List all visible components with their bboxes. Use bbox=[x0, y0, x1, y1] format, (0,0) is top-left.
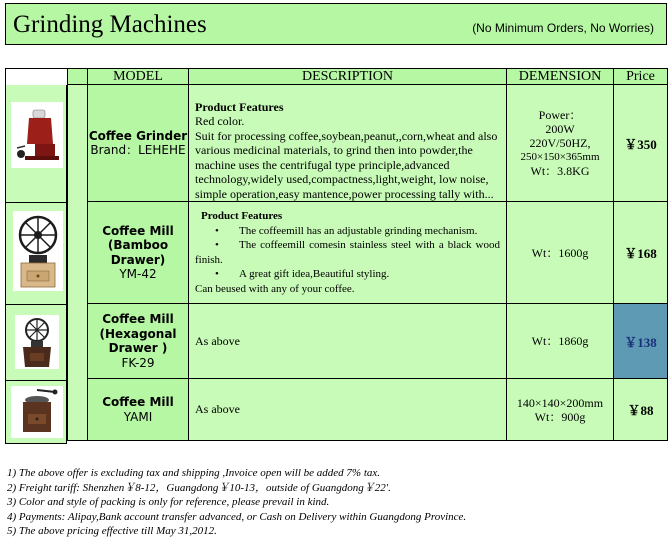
description-cell: As above bbox=[189, 379, 507, 441]
model-sub: YAMI bbox=[123, 409, 153, 424]
dimension-cell bbox=[507, 202, 614, 304]
dimension-line: 250×150×365mm bbox=[520, 151, 600, 163]
model-name: Coffee Grinder bbox=[88, 128, 188, 143]
page-title: Grinding Machines bbox=[13, 11, 207, 38]
desc-heading: Product Features bbox=[195, 99, 284, 114]
column-header-model: MODEL bbox=[88, 69, 189, 85]
dimension-cell bbox=[507, 304, 614, 379]
yami-coffee-mill-photo bbox=[11, 386, 63, 438]
product-table bbox=[5, 68, 668, 441]
price-cell: ￥168 bbox=[614, 202, 668, 304]
gap-column bbox=[68, 85, 88, 441]
hexagonal-coffee-mill-photo bbox=[15, 315, 59, 369]
dimension-cell bbox=[507, 85, 614, 202]
list-item: • The coffeemill comesin stainless steel with a black wood finish. bbox=[195, 239, 500, 266]
row-divider bbox=[6, 202, 66, 203]
table-row bbox=[6, 85, 668, 202]
dimension-line: Power： bbox=[538, 108, 582, 122]
header-gap-cell bbox=[68, 69, 88, 85]
row-divider bbox=[6, 380, 66, 381]
feature-text: The coffeemill has an adjustable grinding mechanism. bbox=[239, 224, 478, 237]
model-name: Coffee Mill bbox=[102, 395, 174, 409]
description-cell bbox=[189, 202, 507, 304]
model-cell bbox=[88, 379, 189, 441]
description-cell: As above bbox=[189, 304, 507, 379]
terms-notes bbox=[7, 466, 667, 539]
dimension-cell bbox=[507, 379, 614, 441]
column-header-description: DESCRIPTION bbox=[189, 69, 507, 85]
desc-tail: Can beused with any of your coffee. bbox=[195, 282, 355, 295]
dimension-line: 220V/50HZ, bbox=[529, 136, 591, 150]
feature-text: The coffeemill comesin stainless steel with a black wood finish. bbox=[195, 239, 500, 266]
table-row bbox=[6, 202, 668, 304]
price-cell: ￥350 bbox=[614, 85, 668, 202]
desc-heading: Product Features bbox=[201, 210, 283, 222]
price-cell: ￥138 bbox=[614, 304, 668, 379]
model-cell bbox=[88, 85, 189, 202]
bamboo-coffee-mill-photo bbox=[13, 211, 63, 291]
dimension-line: Wt：1860g bbox=[531, 334, 589, 348]
model-name: Coffee Mill (Bamboo Drawer) bbox=[102, 223, 174, 267]
page-subtitle: (No Minimum Orders, No Worries) bbox=[472, 21, 654, 35]
model-sub: Brand：LEHEHE bbox=[90, 143, 186, 157]
table-header-row bbox=[6, 69, 668, 85]
note-line: 2) Freight tariff: Shenzhen￥8-12，Guangdong￥10-13，outside of Guangdong￥22'. bbox=[7, 481, 391, 494]
dimension-line: 200W bbox=[545, 122, 575, 136]
model-sub: YM-42 bbox=[119, 267, 157, 281]
note-line: 1) The above offer is excluding tax and shipping ,Invoice open will be added 7% tax. bbox=[7, 467, 381, 479]
dimension-line: Wt：3.8KG bbox=[530, 164, 590, 178]
column-header-price: Price bbox=[614, 69, 668, 85]
list-item: • A great gift idea,Beautiful styling. bbox=[215, 268, 390, 280]
list-item: • The coffeemill has an adjustable grinding mechanism. bbox=[215, 224, 478, 237]
table-row bbox=[6, 379, 668, 441]
feature-text: A great gift idea,Beautiful styling. bbox=[239, 268, 390, 280]
model-sub: FK-29 bbox=[121, 355, 155, 370]
note-line: 3) Color and style of packing is only for reference, please prevail in kind. bbox=[7, 496, 330, 509]
feature-list bbox=[195, 224, 500, 282]
dimension-line: Wt：1600g bbox=[531, 245, 589, 260]
dimension-line: 140×140×200mm bbox=[516, 395, 604, 410]
red-coffee-grinder-photo bbox=[11, 102, 63, 168]
desc-line: Red color. bbox=[195, 114, 245, 128]
page-header bbox=[5, 3, 667, 45]
price-cell: ￥88 bbox=[614, 379, 668, 441]
model-cell bbox=[88, 202, 189, 304]
model-cell bbox=[88, 304, 189, 379]
column-header-dimension: DEMENSION bbox=[507, 69, 614, 85]
model-name: Coffee Mill (Hexagonal Drawer ) bbox=[99, 312, 177, 355]
note-line: 5) The above pricing effective till May 31,2012. bbox=[7, 525, 217, 538]
dimension-line: Wt：900g bbox=[534, 409, 586, 424]
row-divider bbox=[6, 304, 66, 305]
desc-line: Suit for processing coffee,soybean,peanut,,corn,wheat and also various medicinal materials, to grind then into powder,the machine uses the centrifugal type principle,advanced technology,widely used,compactness,light,weight, low noise, simple operation,easy mantence,power processing tally with... bbox=[195, 128, 498, 201]
product-image-column bbox=[5, 85, 67, 444]
description-cell bbox=[189, 85, 507, 202]
table-row bbox=[6, 304, 668, 379]
note-line: 4) Payments: Alipay,Bank account transfer advanced, or Cash on Delivery within Guangdong Province. bbox=[7, 510, 467, 523]
